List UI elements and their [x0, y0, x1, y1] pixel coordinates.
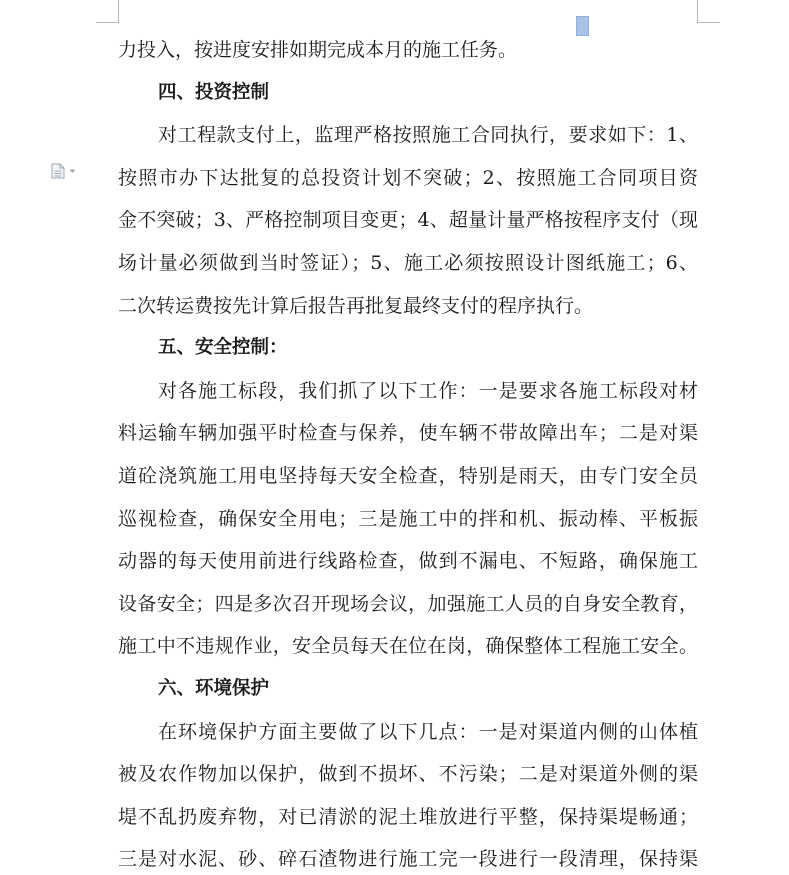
crop-mark-top-right	[697, 0, 720, 23]
document-icon	[51, 163, 65, 179]
section-heading-environment: 六、环境保护	[158, 677, 270, 699]
body-line: 设备安全；四是多次召开现场会议，加强施工人员的自身安全教育，	[118, 592, 698, 615]
body-line: 被及农作物加以保护，做到不损坏、不污染；二是对渠道外侧的渠	[118, 763, 698, 786]
body-line: 动器的每天使用前进行线路检查，做到不漏电、不短路，确保施工	[118, 550, 698, 573]
body-line: 二次转运费按先计算后报告再批复最终支付的程序执行。	[118, 294, 594, 317]
crop-mark-top-left	[96, 0, 119, 23]
body-line: 在环境保护方面主要做了以下几点：一是对渠道内侧的山体植	[158, 720, 698, 743]
body-line: 堤不乱扔废弃物，对已清淤的泥土堆放进行平整，保持渠堤畅通；	[118, 805, 698, 828]
body-line: 按照市办下达批复的总投资计划不突破；2、按照施工合同项目资	[118, 166, 698, 189]
paragraph-menu-button[interactable]	[51, 162, 81, 180]
body-line: 三是对水泥、砂、碎石渣物进行施工完一段进行一段清理，保持渠	[118, 848, 698, 871]
body-line: 巡视检查，确保安全用电；三是施工中的拌和机、振动棒、平板振	[118, 507, 698, 530]
body-line: 力投入，按进度安排如期完成本月的施工任务。	[118, 39, 518, 61]
body-line: 料运输车辆加强平时检查与保养，使车辆不带故障出车；二是对渠	[118, 422, 698, 445]
body-line: 对各施工标段，我们抓了以下工作：一是要求各施工标段对材	[158, 379, 698, 402]
section-heading-safety: 五、安全控制：	[158, 337, 288, 359]
body-line: 对工程款支付上，监理严格按照施工合同执行，要求如下：1、	[158, 124, 698, 147]
chevron-down-icon	[69, 169, 76, 174]
body-line: 道砼浇筑施工用电坚持每天安全检查，特别是雨天，由专门安全员	[118, 464, 698, 487]
body-line: 施工中不违规作业，安全员每天在位在岗，确保整体工程施工安全。	[118, 635, 698, 658]
section-heading-investment: 四、投资控制	[158, 81, 270, 103]
body-line: 场计量必须做到当时签证）；5、施工必须按照设计图纸施工；6、	[118, 251, 698, 274]
document-body	[118, 29, 698, 875]
body-line: 金不突破；3、严格控制项目变更；4、超量计量严格按程序支付（现	[118, 209, 698, 232]
